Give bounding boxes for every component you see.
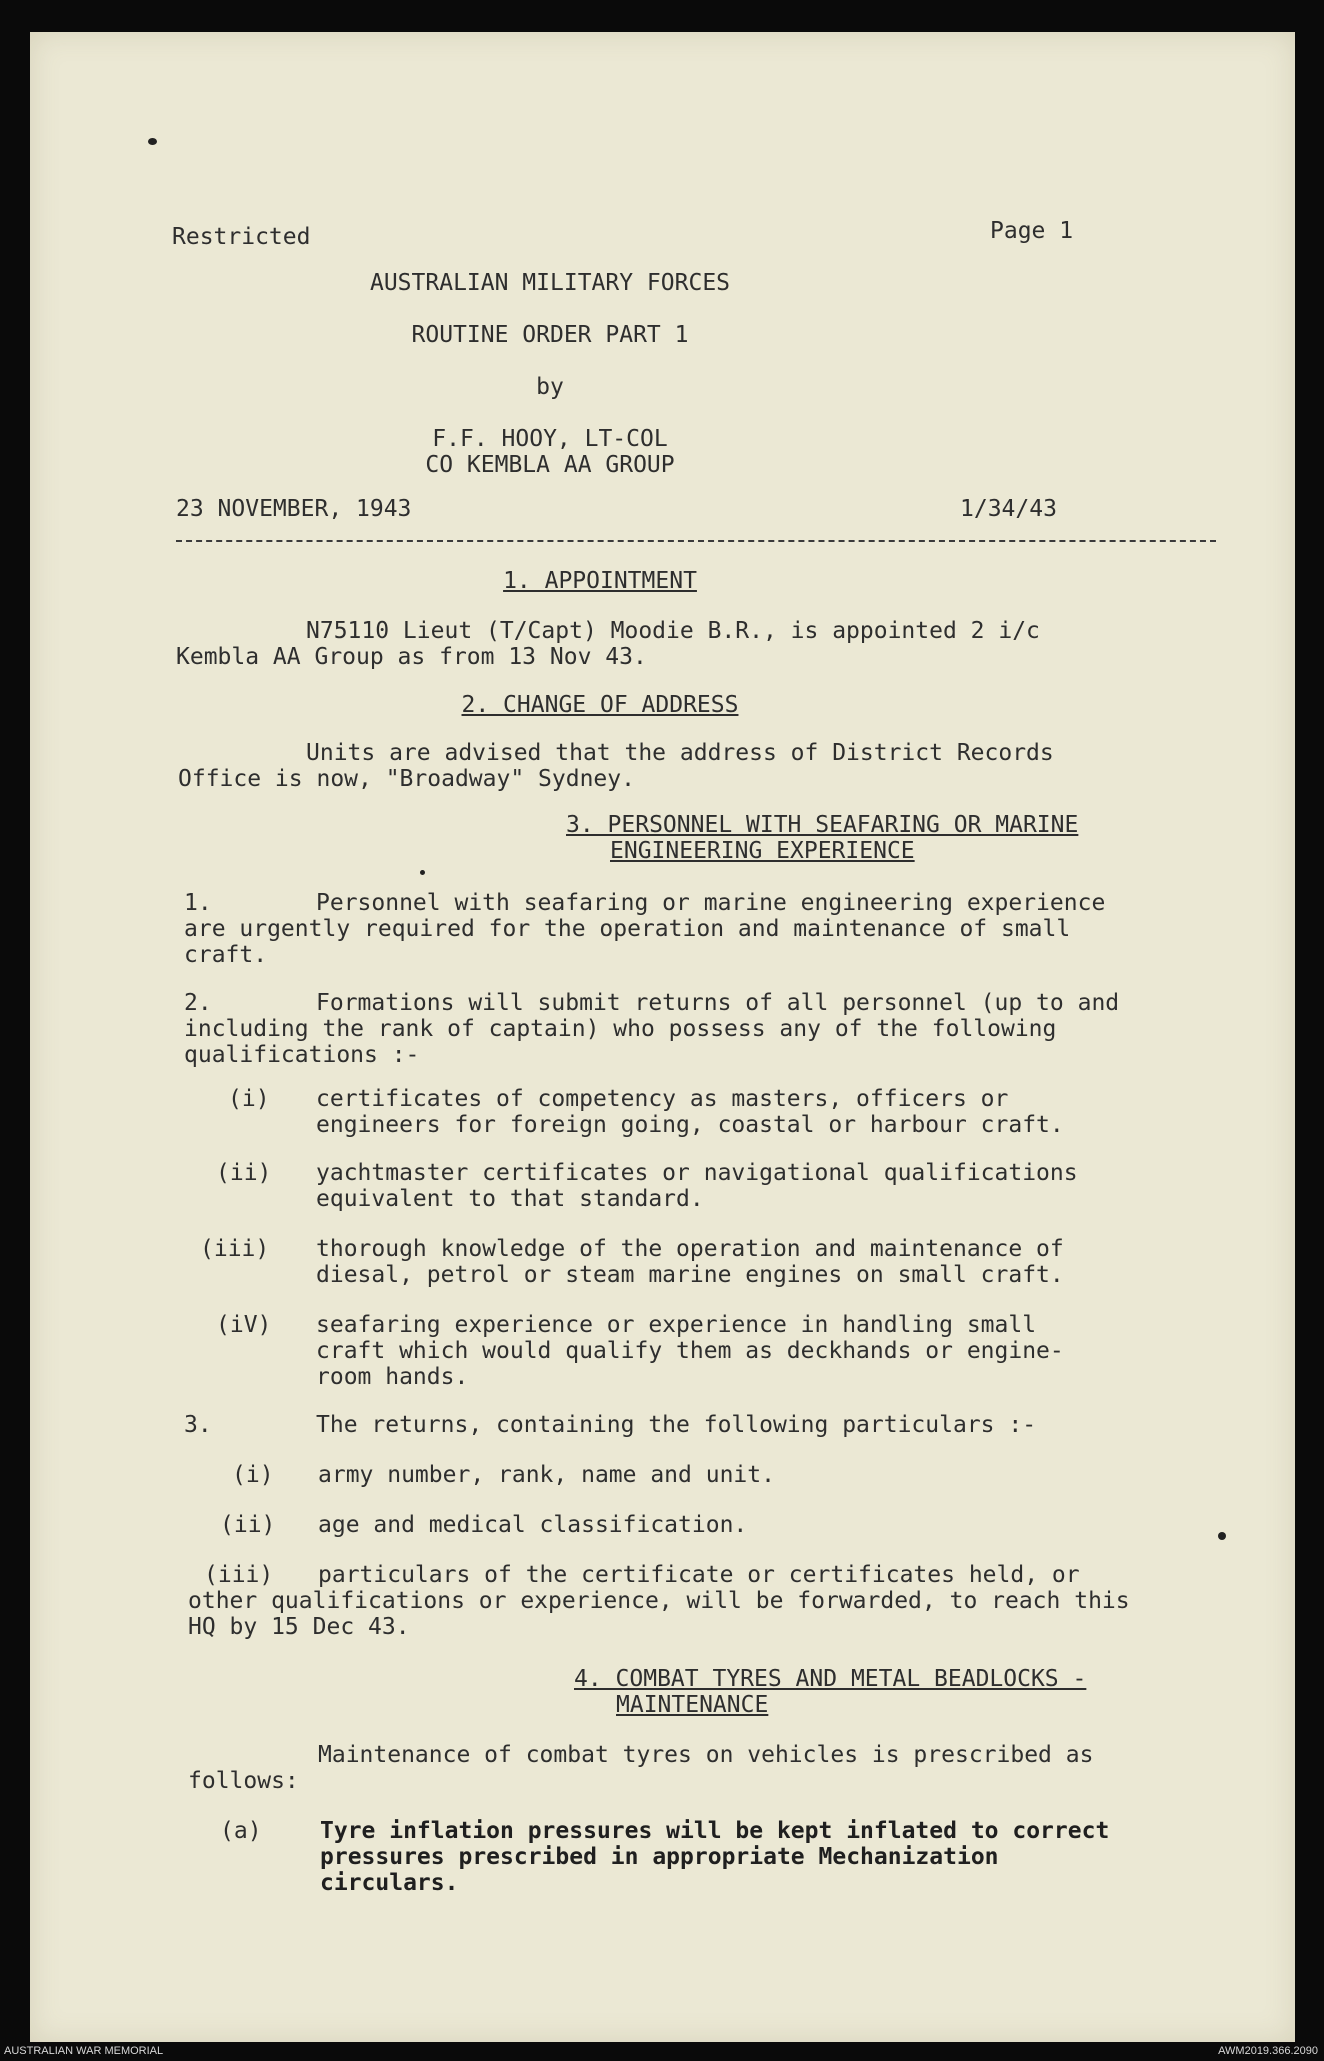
qual-2-number: (ii) [216,1160,272,1186]
para-2-line-1: Formations will submit returns of all personnel (up to and [316,990,1120,1016]
particular-2-number: (ii) [220,1512,276,1538]
qual-3-line-1: thorough knowledge of the operation and maintenance of [316,1236,1064,1262]
by-line: by [536,374,564,400]
para-2-line-2: including the rank of captain) who possess any of the following [184,1016,1057,1042]
item-a-line-2: pressures prescribed in appropriate Mechanization [320,1844,999,1870]
para-1-number: 1. [184,890,212,916]
qual-4-number: (iV) [216,1312,272,1338]
section-2-line-1: Units are advised that the address of District Records [306,740,1054,766]
section-2-line-2: Office is now, "Broadway" Sydney. [178,766,635,792]
particular-3-line-3: HQ by 15 Dec 43. [188,1614,410,1640]
para-2-line-3: qualifications :- [184,1042,420,1068]
item-a-line-3: circulars. [320,1870,459,1896]
document-page [30,32,1295,2042]
para-1-line-3: craft. [184,942,268,968]
order-title: ROUTINE ORDER PART 1 [411,322,689,348]
qual-2-line-1: yachtmaster certificates or navigational qualifications [316,1160,1078,1186]
officer-name: F.F. HOOY, LT-COL [432,426,668,452]
org-title: AUSTRALIAN MILITARY FORCES [369,270,731,296]
section-3-heading-line-2: ENGINEERING EXPERIENCE [610,838,915,864]
particular-2-line: age and medical classification. [318,1512,748,1538]
section-1-line-2: Kembla AA Group as from 13 Nov 43. [176,644,647,670]
section-3-heading-line-1: 3. PERSONNEL WITH SEAFARING OR MARINE [566,812,1079,838]
para-1-line-1: Personnel with seafaring or marine engineering experience [316,890,1106,916]
para-2-number: 2. [184,990,212,1016]
particular-1-line: army number, rank, name and unit. [318,1462,775,1488]
para-3-line: The returns, containing the following particulars :- [316,1412,1037,1438]
ink-mark [420,870,425,875]
para-1-line-2: are urgently required for the operation and maintenance of small [184,916,1071,942]
particular-3-number: (iii) [204,1562,274,1588]
qual-3-line-2: diesal, petrol or steam marine engines on small craft. [316,1262,1064,1288]
qual-4-line-1: seafaring experience or experience in handling small [316,1312,1037,1338]
section-1-line-1: N75110 Lieut (T/Capt) Moodie B.R., is appointed 2 i/c [306,618,1040,644]
page-number: Page 1 [990,218,1074,244]
item-a-line-1: Tyre inflation pressures will be kept inflated to correct [320,1818,1110,1844]
qual-2-line-2: equivalent to that standard. [316,1186,704,1212]
order-date: 23 NOVEMBER, 1943 [176,496,412,522]
qual-4-line-3: room hands. [316,1364,469,1390]
order-reference: 1/34/43 [960,496,1057,522]
section-1-heading: 1. APPOINTMENT [503,568,697,594]
section-4-intro-line-1: Maintenance of combat tyres on vehicles is prescribed as [318,1742,1094,1768]
section-2-heading: 2. CHANGE OF ADDRESS [461,692,739,718]
item-a-number: (a) [220,1818,262,1844]
section-4-heading-line-2: MAINTENANCE [616,1692,769,1718]
particular-1-number: (i) [232,1462,274,1488]
section-4-intro-line-2: follows: [188,1768,299,1794]
footer-right: AWM2019.366.2090 [1218,2045,1318,2057]
para-3-number: 3. [184,1412,212,1438]
qual-3-number: (iii) [200,1236,270,1262]
qual-4-line-2: craft which would qualify them as deckhands or engine- [316,1338,1064,1364]
ink-mark [1218,1532,1226,1540]
qual-1-number: (i) [228,1086,270,1112]
footer-left: AUSTRALIAN WAR MEMORIAL [4,2045,164,2057]
section-4-heading-line-1: 4. COMBAT TYRES AND METAL BEADLOCKS - [574,1666,1087,1692]
ink-mark [148,138,157,145]
particular-3-line-1: particulars of the certificate or certificates held, or [318,1562,1080,1588]
particular-3-line-2: other qualifications or experience, will be forwarded, to reach this [188,1588,1130,1614]
qual-1-line-2: engineers for foreign going, coastal or harbour craft. [316,1112,1064,1138]
qual-1-line-1: certificates of competency as masters, officers or [316,1086,1009,1112]
command-name: CO KEMBLA AA GROUP [425,452,675,478]
header-divider [176,540,1216,542]
classification-label: Restricted [172,224,311,250]
